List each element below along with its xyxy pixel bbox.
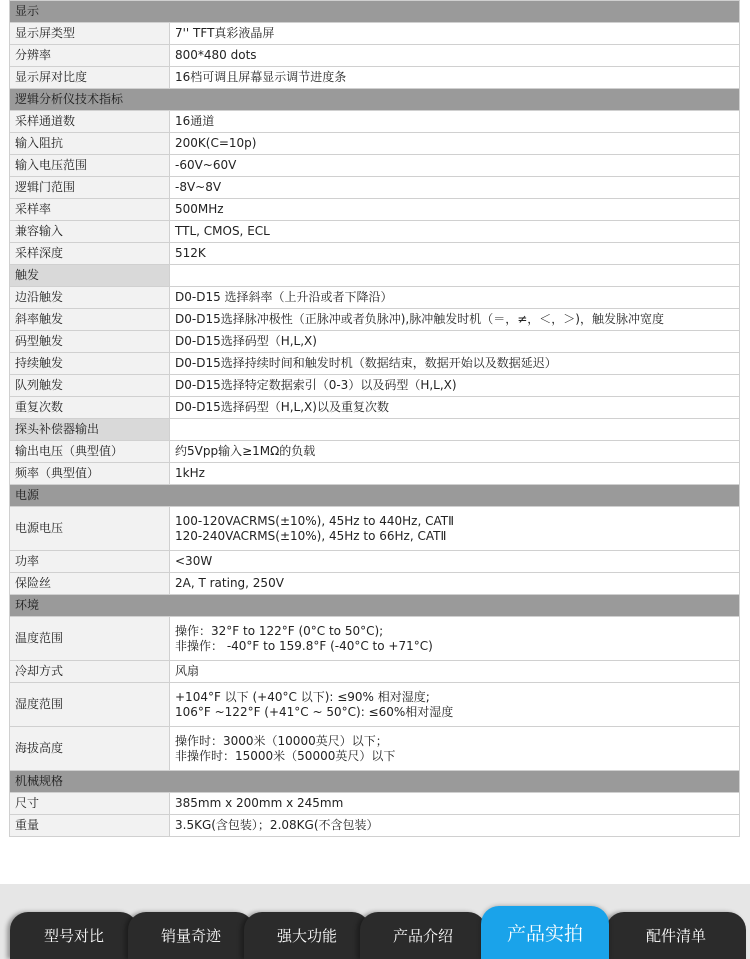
spec-value-line: 200K(C=10p) — [175, 136, 257, 150]
spec-label: 兼容输入 — [10, 221, 170, 243]
spec-label: 重复次数 — [10, 397, 170, 419]
spec-value-line: 约5Vpp输入≥1MΩ的负载 — [175, 444, 316, 458]
spec-value-line: -8V~8V — [175, 180, 222, 194]
spec-value — [170, 551, 740, 573]
spec-table — [9, 0, 740, 837]
section-title-empty-cell — [170, 419, 740, 441]
spec-value-line: 106°F ~122°F (+41°C ~ 50°C): ≤60%相对湿度 — [175, 704, 454, 719]
table-row — [10, 155, 740, 177]
table-row — [10, 331, 740, 353]
tab-6[interactable]: 配件清单 — [606, 912, 746, 959]
spec-label: 采样率 — [10, 199, 170, 221]
spec-value — [170, 155, 740, 177]
table-row — [10, 727, 740, 771]
spec-value-line: D0-D15选择码型（H,L,X)以及重复次数 — [175, 400, 389, 414]
section-title: 探头补偿器输出 — [10, 419, 170, 441]
spec-label: 斜率触发 — [10, 309, 170, 331]
spec-value-line: -60V~60V — [175, 158, 237, 172]
table-row — [10, 375, 740, 397]
spec-value — [170, 23, 740, 45]
spec-label: 显示屏类型 — [10, 23, 170, 45]
spec-label: 电源电压 — [10, 507, 170, 551]
table-row — [10, 551, 740, 573]
spec-value-line: 16通道 — [175, 114, 215, 128]
table-row — [10, 243, 740, 265]
table-row — [10, 67, 740, 89]
spec-label: 功率 — [10, 551, 170, 573]
spec-value — [170, 353, 740, 375]
spec-value — [170, 45, 740, 67]
section-title: 电源 — [10, 485, 740, 507]
section-header-row — [10, 485, 740, 507]
table-row — [10, 683, 740, 727]
table-row — [10, 463, 740, 485]
spec-value — [170, 727, 740, 771]
tab-3[interactable]: 强大功能 — [244, 912, 370, 959]
spec-label: 保险丝 — [10, 573, 170, 595]
spec-value-line: 800*480 dots — [175, 48, 257, 62]
spec-value — [170, 243, 740, 265]
spec-value — [170, 617, 740, 661]
spec-value — [170, 441, 740, 463]
section-title: 触发 — [10, 265, 170, 287]
section-header-row — [10, 419, 740, 441]
table-row — [10, 441, 740, 463]
table-row — [10, 397, 740, 419]
tab-2[interactable]: 销量奇迹 — [128, 912, 254, 959]
table-row — [10, 507, 740, 551]
spec-value — [170, 573, 740, 595]
spec-value-line: D0-D15选择脉冲极性（正脉冲或者负脉冲),脉冲触发时机（＝，≠，＜，＞)，触发脉冲宽度 — [175, 312, 664, 326]
spec-label: 码型触发 — [10, 331, 170, 353]
spec-value-line: TTL, CMOS, ECL — [175, 224, 270, 238]
spec-label: 分辨率 — [10, 45, 170, 67]
section-title: 环境 — [10, 595, 740, 617]
section-title: 机械规格 — [10, 771, 740, 793]
spec-value-line: 操作时：3000米（10000英尺）以下； — [175, 733, 388, 748]
table-row — [10, 617, 740, 661]
spec-value — [170, 199, 740, 221]
spec-label: 海拔高度 — [10, 727, 170, 771]
table-row — [10, 815, 740, 837]
spec-value — [170, 133, 740, 155]
spec-label: 输入电压范围 — [10, 155, 170, 177]
table-row — [10, 287, 740, 309]
spec-value-line: 2A, T rating, 250V — [175, 576, 284, 590]
section-title: 显示 — [10, 1, 740, 23]
tab-4[interactable]: 产品介绍 — [360, 912, 486, 959]
section-header-row — [10, 89, 740, 111]
spec-value-line: 3.5KG(含包装）；2.08KG(不含包装） — [175, 818, 379, 832]
table-row — [10, 221, 740, 243]
spec-value-line: 风扇 — [175, 664, 200, 678]
spec-value — [170, 397, 740, 419]
spec-value-line: 385mm x 200mm x 245mm — [175, 796, 344, 810]
section-header-row — [10, 771, 740, 793]
table-row — [10, 309, 740, 331]
spec-label: 边沿触发 — [10, 287, 170, 309]
table-row — [10, 111, 740, 133]
spec-label: 采样通道数 — [10, 111, 170, 133]
spec-label: 冷却方式 — [10, 661, 170, 683]
spec-value-line: 操作：32°F to 122°F (0°C to 50°C); — [175, 623, 384, 638]
spec-label: 输出电压（典型值） — [10, 441, 170, 463]
spec-value — [170, 177, 740, 199]
spec-label: 采样深度 — [10, 243, 170, 265]
spec-label: 重量 — [10, 815, 170, 837]
spec-label: 尺寸 — [10, 793, 170, 815]
spec-label: 逻辑门范围 — [10, 177, 170, 199]
spec-value — [170, 507, 740, 551]
spec-value — [170, 309, 740, 331]
section-title-empty-cell — [170, 265, 740, 287]
spec-value — [170, 221, 740, 243]
tab-1[interactable]: 型号对比 — [10, 912, 138, 959]
spec-value — [170, 463, 740, 485]
table-row — [10, 353, 740, 375]
spec-value — [170, 661, 740, 683]
spec-label: 频率（典型值） — [10, 463, 170, 485]
table-row — [10, 133, 740, 155]
spec-label: 显示屏对比度 — [10, 67, 170, 89]
spec-value-line: 1kHz — [175, 466, 205, 480]
spec-value — [170, 67, 740, 89]
spec-value-line: +104°F 以下 (+40°C 以下): ≤90% 相对湿度; — [175, 689, 430, 704]
spec-value-line: 16档可调且屏幕显示调节进度条 — [175, 70, 347, 84]
spec-value-line: D0-D15 选择斜率（上升沿或者下降沿） — [175, 290, 393, 304]
spec-value — [170, 683, 740, 727]
spec-value-line: 7'' TFT真彩液晶屏 — [175, 26, 275, 40]
spec-label: 持续触发 — [10, 353, 170, 375]
table-row — [10, 177, 740, 199]
spec-value — [170, 331, 740, 353]
spec-value-line: 100-120VACRMS(±10%), 45Hz to 440Hz, CATⅡ — [175, 513, 454, 528]
spec-label: 输入阻抗 — [10, 133, 170, 155]
spec-value — [170, 375, 740, 397]
table-row — [10, 199, 740, 221]
spec-value-line: 500MHz — [175, 202, 224, 216]
spec-value-line: <30W — [175, 554, 213, 568]
spec-value-line: 512K — [175, 246, 206, 260]
spec-value — [170, 111, 740, 133]
tab-bar — [0, 912, 750, 959]
spec-value-line: D0-D15选择码型（H,L,X) — [175, 334, 317, 348]
spec-value — [170, 793, 740, 815]
spec-value — [170, 287, 740, 309]
spec-value-line: 非操作： -40°F to 159.8°F (-40°C to +71°C) — [175, 638, 433, 653]
spec-label: 湿度范围 — [10, 683, 170, 727]
section-header-row — [10, 595, 740, 617]
table-row — [10, 23, 740, 45]
spec-value-line: D0-D15选择特定数据索引（0-3）以及码型（H,L,X) — [175, 378, 457, 392]
spec-value-line: 非操作时：15000米（50000英尺）以下 — [175, 748, 396, 763]
spec-value — [170, 815, 740, 837]
tab-5[interactable]: 产品实拍 — [481, 906, 609, 959]
table-row — [10, 793, 740, 815]
section-title: 逻辑分析仪技术指标 — [10, 89, 740, 111]
spec-value-line: D0-D15选择持续时间和触发时机（数据结束，数据开始以及数据延迟） — [175, 356, 557, 370]
table-row — [10, 573, 740, 595]
spec-label: 温度范围 — [10, 617, 170, 661]
table-row — [10, 661, 740, 683]
section-header-row — [10, 1, 740, 23]
spec-value-line: 120-240VACRMS(±10%), 45Hz to 66Hz, CATⅡ — [175, 528, 447, 543]
spec-label: 队列触发 — [10, 375, 170, 397]
section-header-row — [10, 265, 740, 287]
table-row — [10, 45, 740, 67]
